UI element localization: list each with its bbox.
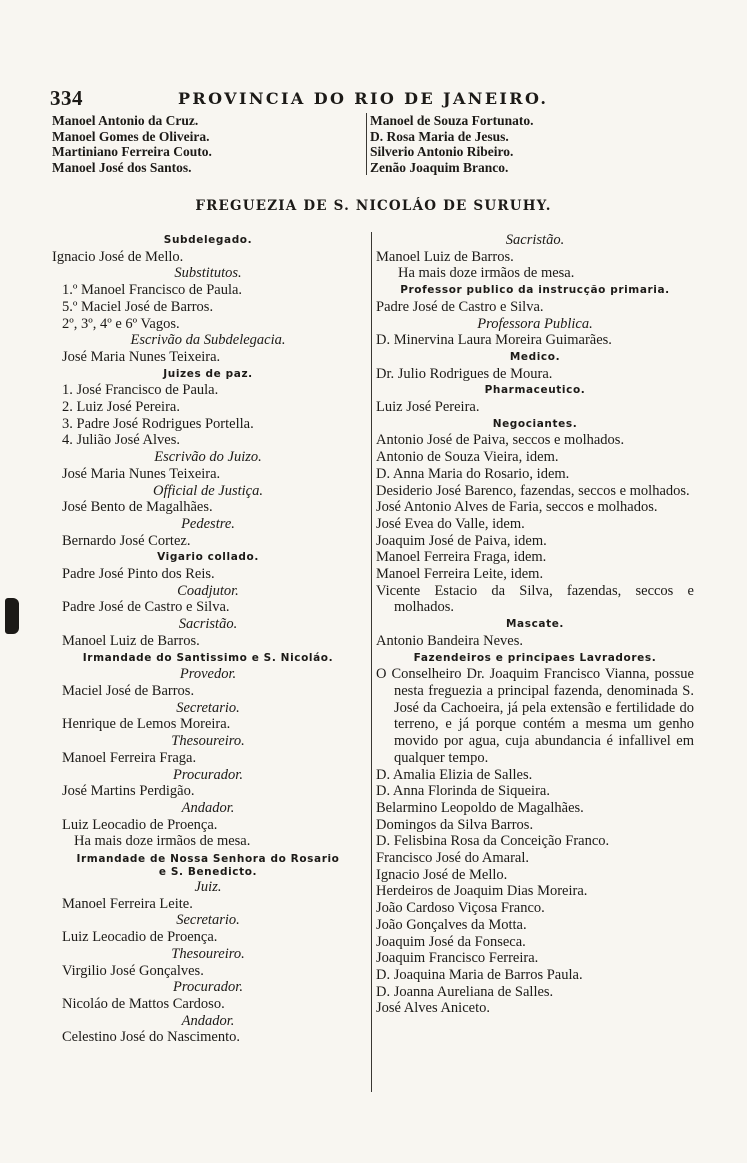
role-label: Secretario.	[176, 699, 240, 716]
entry: Celestino José do Nascimento.	[62, 1029, 241, 1046]
list-item: Manoel Antonio da Cruz.	[52, 113, 199, 128]
role-label: Procurador.	[173, 979, 243, 996]
entry: Henrique de Lemos Moreira.	[62, 716, 231, 733]
conselheiro-paragraph: O Conselheiro Dr. Joaquim Francisco Vianna, possue nesta freguezia a principal fazenda, denominada S. José da Cachoeira, já pela extensão e fertilidade do terreno, e já porque contém a mesma um genho movido por agua, cuja abundancia é infallivel em qualquer tempo.	[376, 666, 694, 766]
entry: Antonio Bandeira Neves.	[376, 632, 523, 649]
entry: D. Joaquina Maria de Barros Paula.	[376, 966, 583, 983]
heading-medico: Medico.	[509, 350, 561, 363]
right-column	[371, 232, 694, 1092]
note: Ha mais doze irmãos de mesa.	[74, 833, 251, 850]
entry: Manoel Ferreira Leite.	[62, 895, 193, 912]
heading-irmandade-santissimo: Irmandade do Santissimo e S. Nicoláo.	[82, 651, 334, 664]
entry: Manoel Ferreira Fraga, idem.	[376, 549, 547, 566]
entry: Joaquim José de Paiva, idem.	[376, 532, 547, 549]
heading-substitutos: Substitutos.	[174, 265, 242, 282]
entry: Manoel Luiz de Barros.	[376, 248, 514, 265]
continued-list-right	[366, 113, 610, 175]
role-label: Secretario.	[176, 912, 240, 929]
entry: 3. Padre José Rodrigues Portella.	[62, 415, 254, 432]
entry: D. Minervina Laura Moreira Guimarães.	[376, 332, 612, 349]
note: Ha mais doze irmãos de mesa.	[398, 265, 575, 282]
entry: Vicente Estacio da Silva, fazendas, seccos e molhados.	[376, 582, 694, 616]
list-item: D. Rosa Maria de Jesus.	[370, 128, 509, 144]
entry: Luiz José Pereira.	[376, 399, 480, 416]
entry: 4. Julião José Alves.	[62, 432, 181, 449]
entry: Bernardo José Cortez.	[62, 532, 191, 549]
entry: D. Amalia Elizia de Salles.	[376, 766, 533, 783]
entry: Padre José de Castro e Silva.	[62, 599, 230, 616]
entry: Maciel José de Barros.	[62, 682, 195, 699]
entry: José Evea do Valle, idem.	[376, 515, 525, 532]
entry: Luiz Leocadio de Proença.	[62, 816, 218, 833]
margin-ink-mark	[5, 598, 19, 634]
continued-list-left	[52, 113, 362, 175]
entry: José Martins Perdigão.	[62, 783, 195, 800]
heading-pedestre: Pedestre.	[181, 515, 235, 532]
entry: 1. José Francisco de Paula.	[62, 382, 219, 399]
heading-sacristao: Sacristão.	[178, 616, 238, 633]
role-label: Provedor.	[179, 666, 237, 683]
entry: Domingos da Silva Barros.	[376, 816, 534, 833]
entry: Belarmino Leopoldo de Magalhães.	[376, 799, 584, 816]
role-label: Thesoureiro.	[171, 945, 245, 962]
entry: D. Felisbina Rosa da Conceição Franco.	[376, 833, 610, 850]
entry: D. Anna Maria do Rosario, idem.	[376, 465, 570, 482]
entry: 1.º Manoel Francisco de Paula.	[62, 282, 243, 299]
heading-subdelegado: Subdelegado.	[163, 234, 253, 246]
entry: D. Joanna Aureliana de Salles.	[376, 983, 554, 1000]
entry: 2. Luiz José Pereira.	[62, 399, 180, 416]
list-item: Manoel de Souza Fortunato.	[370, 113, 534, 128]
role-label: Procurador.	[173, 766, 243, 783]
heading-coadjutor: Coadjutor.	[177, 582, 239, 599]
heading-sacristao: Sacristão.	[505, 232, 565, 248]
running-head: PROVINCIA DO RIO DE JANEIRO.	[178, 89, 549, 108]
heading-negociantes: Negociantes.	[492, 417, 578, 430]
entry: Joaquim Francisco Ferreira.	[376, 950, 539, 967]
entry: Manoel Ferreira Fraga.	[62, 749, 197, 766]
list-item: Manoel Gomes de Oliveira.	[52, 128, 210, 144]
list-item: Manoel José dos Santos.	[52, 159, 192, 175]
page-header	[50, 86, 560, 108]
entry: Herdeiros de Joaquim Dias Moreira.	[376, 883, 588, 900]
entry: Nicoláo de Mattos Cardoso.	[62, 995, 225, 1012]
heading-vigario: Vigario collado.	[157, 551, 259, 564]
entry: Ignacio José de Mello.	[376, 866, 508, 883]
entry: Desiderio José Barenco, fazendas, seccos e molhados.	[376, 482, 690, 499]
role-label: Andador.	[181, 799, 235, 816]
role-label: Juiz.	[194, 879, 222, 896]
list-item: Martiniano Ferreira Couto.	[52, 144, 212, 159]
heading-mascate: Mascate.	[505, 618, 565, 631]
entry: Francisco José do Amaral.	[376, 850, 530, 867]
heading-irmandade-rosario-cont: e S. Benedicto.	[158, 866, 258, 879]
entry: Padre José Pinto dos Reis.	[62, 566, 215, 583]
entry: José Antonio Alves de Faria, seccos e molhados.	[376, 499, 658, 516]
entry: Joaquim José da Fonseca.	[376, 933, 526, 950]
section-title: FREGUEZIA DE S. NICOLÁO DE SURUHY.	[195, 198, 552, 214]
entry: José Alves Aniceto.	[376, 1000, 490, 1017]
entry: Antonio de Souza Vieira, idem.	[376, 449, 559, 466]
heading-escrivao-juizo: Escrivão do Juizo.	[154, 449, 262, 466]
entry: Ignacio José de Mello.	[52, 248, 184, 265]
entry: José Maria Nunes Teixeira.	[62, 348, 221, 365]
entry: Manoel Luiz de Barros.	[62, 632, 200, 649]
entry: 2º, 3º, 4º e 6º Vagos.	[62, 315, 180, 332]
role-label: Andador.	[181, 1012, 235, 1029]
entry: João Cardoso Viçosa Franco.	[376, 900, 545, 917]
heading-fazendeiros: Fazendeiros e principaes Lavradores.	[413, 651, 657, 664]
entry: Manoel Ferreira Leite, idem.	[376, 566, 544, 583]
heading-pharmaceutico: Pharmaceutico.	[484, 384, 586, 397]
left-column	[52, 232, 364, 1092]
entry: Padre José de Castro e Silva.	[376, 298, 544, 315]
heading-professora: Professora Publica.	[477, 315, 593, 332]
page-number: 334	[50, 86, 83, 110]
heading-escrivao-subdelegacia: Escrivão da Subdelegacia.	[130, 332, 286, 349]
heading-professor: Professor publico da instrucção primaria.	[400, 284, 670, 297]
heading-official: Official de Justiça.	[153, 482, 263, 499]
heading-juizes-de-paz: Juizes de paz.	[163, 367, 253, 380]
entry: João Gonçalves da Motta.	[376, 916, 527, 933]
entry: Virgilio José Gonçalves.	[62, 962, 204, 979]
entry: José Bento de Magalhães.	[62, 499, 213, 516]
list-item: Zenão Joaquim Branco.	[370, 159, 509, 175]
entry: José Maria Nunes Teixeira.	[62, 465, 221, 482]
entry: Antonio José de Paiva, seccos e molhados.	[376, 432, 625, 449]
entry: Dr. Julio Rodrigues de Moura.	[376, 365, 553, 382]
entry: Luiz Leocadio de Proença.	[62, 929, 218, 946]
role-label: Thesoureiro.	[171, 733, 245, 750]
heading-irmandade-rosario: Irmandade de Nossa Senhora do Rosario	[76, 853, 340, 866]
list-item: Silverio Antonio Ribeiro.	[370, 144, 514, 159]
entry: 5.º Maciel José de Barros.	[62, 298, 214, 315]
entry: D. Anna Florinda de Siqueira.	[376, 783, 550, 800]
